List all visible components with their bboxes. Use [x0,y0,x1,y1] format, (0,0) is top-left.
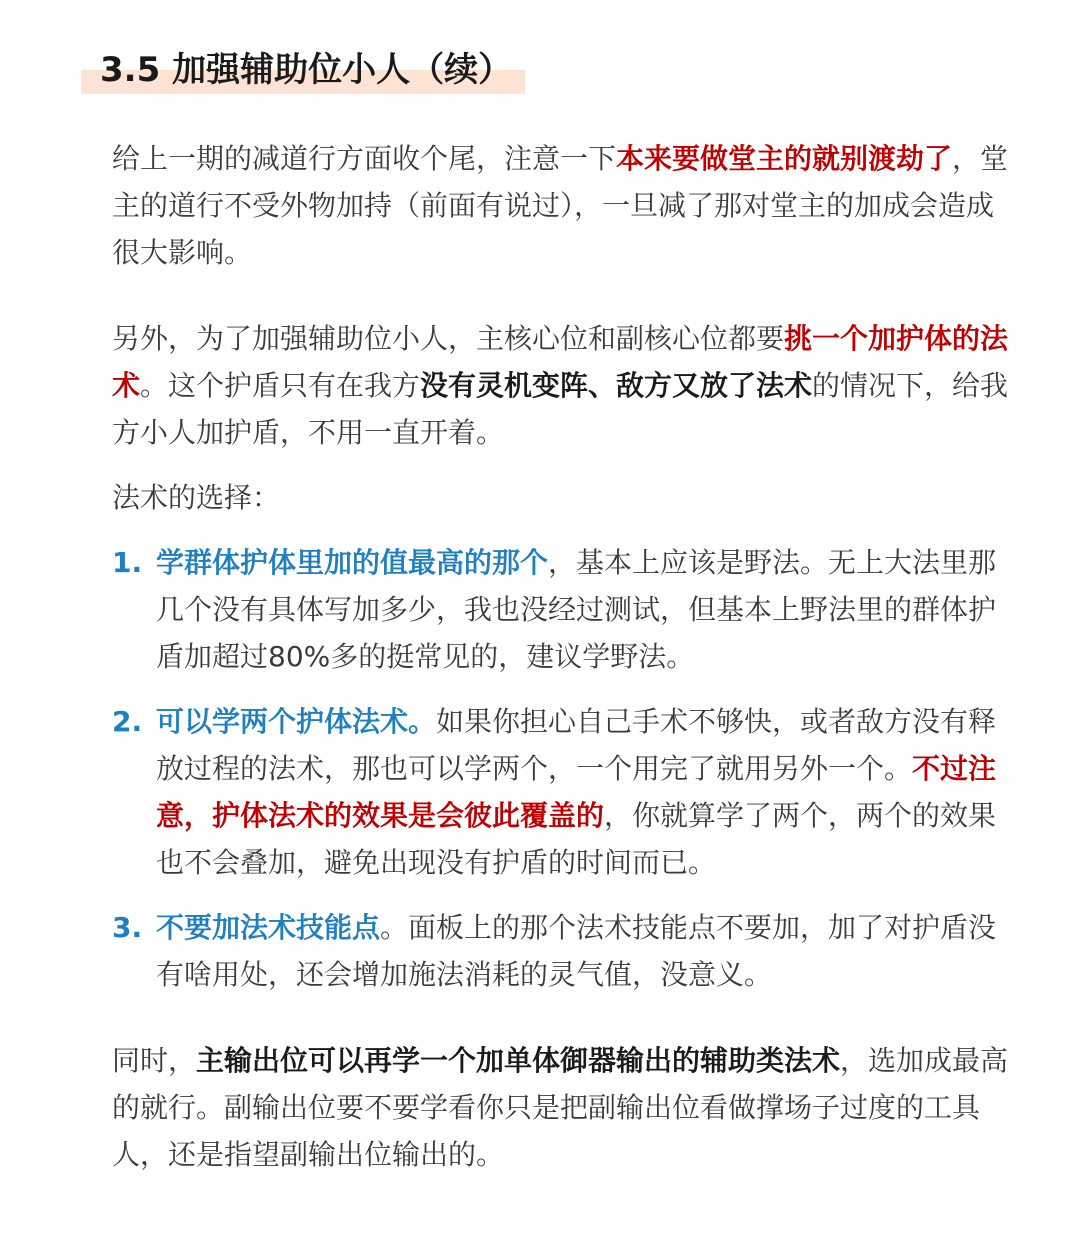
list-item-3-text: 。面板上的那个法术技能点不要加，加了对护盾没有啥用处，还会增加施法消耗的灵气值，没意义。 [156,911,997,991]
paragraph-1-highlight: 本来要做堂主的就别渡劫了 [616,142,953,175]
paragraph-2-highlight-red: 挑一个加护体的法术 [112,322,1009,402]
list-item-2-number: 2. [112,705,143,738]
list-item-2-text-b: ，你就算学了两个，两个的效果也不会叠加，避免出现没有护盾的时间而已。 [156,799,997,879]
list-item-3-highlight: 不要加法术技能点 [156,911,381,944]
paragraph-1 [112,135,1012,276]
list-item-1-text: ，基本上应该是野法。无上大法里那几个没有具体写加多少，我也没经过测试，但基本上野法里的群体护盾加超过80%多的挺常见的，建议学野法。 [156,546,997,673]
paragraph-2-text-a: 另外，为了加强辅助位小人，主核心位和副核心位都要 [112,322,785,355]
paragraph-4-highlight: 主输出位可以再学一个加单体御器输出的辅助类法术 [196,1044,841,1077]
paragraph-2-text-b: 。这个护盾只有在我方 [140,369,421,402]
section-title: 3.5 加强辅助位小人（续） [100,50,513,90]
paragraph-2-text-c: 的情况下，给我方小人加护盾，不用一直开着。 [112,369,1009,449]
paragraph-3-text: 法术的选择： [112,481,281,514]
paragraph-2 [112,315,1012,456]
article-body [112,135,1012,1178]
list-item-2-highlight: 可以学两个护体法术。 [156,705,437,738]
list-item-3-number: 3. [112,911,143,944]
paragraph-4 [112,1037,1012,1178]
paragraph-2-highlight-bold: 没有灵机变阵、敌方又放了法术 [420,369,813,402]
paragraph-4-text-a: 同时， [112,1044,197,1077]
paragraph-3 [112,474,1012,521]
list-item-1 [112,539,1012,680]
list-item-1-number: 1. [112,546,143,579]
list-item-2-warning: 不过注意，护体法术的效果是会彼此覆盖的 [156,752,997,832]
spell-choice-list [112,539,1012,998]
list-item-1-highlight: 学群体护体里加的值最高的那个 [156,546,549,579]
paragraph-1-text-a: 给上一期的减道行方面收个尾，注意一下 [112,142,617,175]
list-item-2 [112,698,1012,886]
list-item-3 [112,904,1012,998]
paragraph-1-text-b: ，堂主的道行不受外物加持（前面有说过），一旦减了那对堂主的加成会造成很大影响。 [112,142,1009,269]
list-item-2-text-a: 如果你担心自己手术不够快，或者敌方没有释放过程的法术，那也可以学两个，一个用完了就用另外一个。 [156,705,997,785]
paragraph-4-text-b: ，选加成最高的就行。副输出位要不要学看你只是把副输出位看做撑场子过度的工具人，还是指望副输出位输出的。 [112,1044,1009,1171]
